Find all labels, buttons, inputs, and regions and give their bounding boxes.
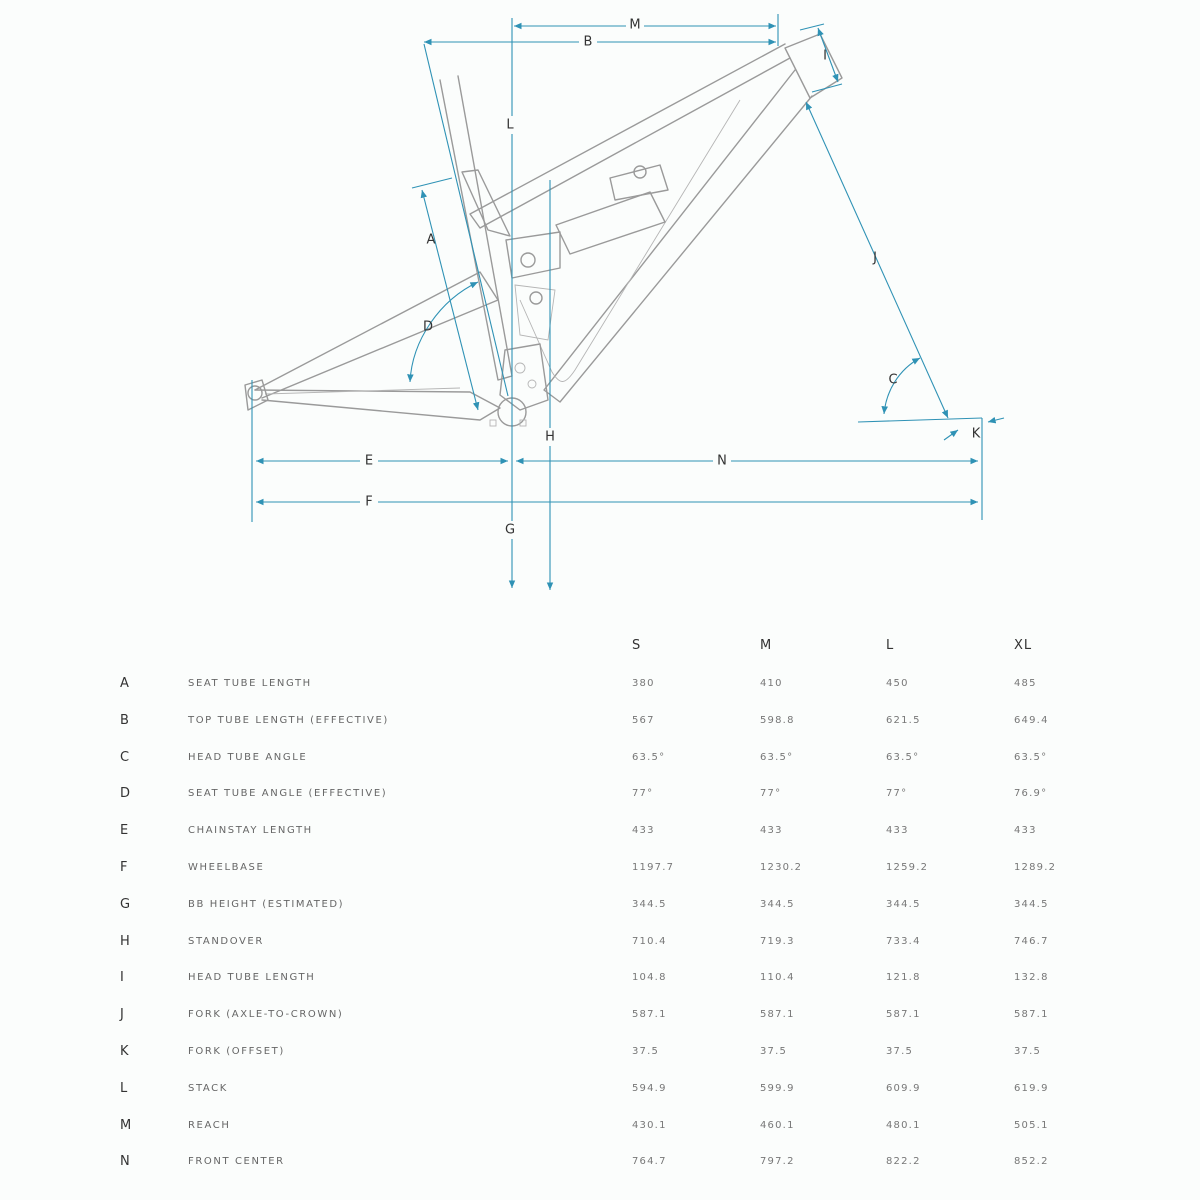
row-value-xl: 63.5° (1014, 751, 1048, 763)
dim-label-g: G (504, 522, 516, 538)
dim-label-f: F (365, 494, 373, 510)
row-value-l: 77° (886, 788, 908, 800)
row-measurement-name: STACK (188, 1082, 228, 1094)
row-letter: I (120, 970, 124, 986)
dim-label-d: D (422, 319, 434, 335)
row-value-s: 567 (632, 714, 655, 726)
row-letter: B (120, 712, 129, 728)
row-measurement-name: CHAINSTAY LENGTH (188, 825, 313, 837)
table-row (0, 934, 1200, 956)
table-row (0, 970, 1200, 992)
row-value-xl: 344.5 (1014, 898, 1049, 910)
row-letter: E (120, 823, 129, 839)
row-measurement-name: REACH (188, 1119, 231, 1131)
row-value-xl: 505.1 (1014, 1119, 1049, 1131)
row-value-xl: 746.7 (1014, 935, 1049, 947)
row-value-s: 764.7 (632, 1156, 667, 1168)
row-value-l: 1259.2 (886, 862, 929, 873)
row-value-l: 121.8 (886, 972, 921, 984)
row-value-s: 37.5 (632, 1046, 660, 1057)
row-value-s: 104.8 (632, 972, 667, 984)
row-letter: H (120, 933, 130, 949)
row-letter: C (120, 749, 130, 765)
row-value-m: 599.9 (760, 1082, 795, 1094)
row-value-m: 110.4 (760, 972, 795, 984)
table-row (0, 1118, 1200, 1140)
size-header-s: S (632, 638, 642, 653)
row-measurement-name: SEAT TUBE LENGTH (188, 678, 312, 689)
dim-label-j: J (873, 250, 877, 266)
dim-label-k: K (971, 426, 981, 442)
table-row (0, 713, 1200, 735)
row-letter: K (120, 1044, 129, 1059)
table-row (0, 750, 1200, 772)
row-value-s: 63.5° (632, 751, 666, 763)
table-row (0, 1081, 1200, 1103)
row-letter: A (120, 676, 129, 691)
size-header-xl: XL (1014, 638, 1033, 653)
row-value-l: 480.1 (886, 1119, 921, 1131)
dim-label-l: L (506, 117, 514, 133)
bike-frame-outline (245, 34, 842, 426)
row-letter: J (120, 1007, 124, 1023)
row-letter: F (120, 860, 128, 875)
size-header-m: M (760, 638, 773, 653)
row-value-l: 344.5 (886, 898, 921, 910)
dim-label-h: H (545, 429, 555, 445)
row-measurement-name: STANDOVER (188, 935, 264, 947)
size-header-l: L (886, 638, 895, 653)
row-measurement-name: WHEELBASE (188, 862, 265, 873)
row-measurement-name: TOP TUBE LENGTH (EFFECTIVE) (188, 714, 389, 726)
table-row (0, 823, 1200, 845)
row-value-m: 410 (760, 678, 783, 689)
row-value-m: 63.5° (760, 751, 794, 763)
row-value-s: 430.1 (632, 1119, 667, 1131)
row-measurement-name: BB HEIGHT (ESTIMATED) (188, 898, 345, 910)
row-value-l: 609.9 (886, 1082, 921, 1094)
row-value-m: 587.1 (760, 1009, 795, 1021)
row-letter: D (120, 786, 131, 802)
row-letter: G (120, 896, 131, 912)
row-measurement-name: SEAT TUBE ANGLE (EFFECTIVE) (188, 788, 388, 800)
row-value-m: 344.5 (760, 898, 795, 910)
row-value-m: 719.3 (760, 935, 795, 947)
table-row (0, 1044, 1200, 1066)
row-measurement-name: FRONT CENTER (188, 1156, 285, 1168)
row-value-m: 1230.2 (760, 862, 803, 873)
dim-label-b: B (583, 34, 593, 50)
row-value-l: 37.5 (886, 1046, 914, 1057)
row-value-xl: 649.4 (1014, 714, 1049, 726)
table-row (0, 897, 1200, 919)
dim-label-i: I (823, 48, 827, 64)
row-value-xl: 433 (1014, 825, 1037, 837)
row-value-xl: 852.2 (1014, 1156, 1049, 1168)
row-value-xl: 1289.2 (1014, 862, 1057, 873)
row-value-m: 433 (760, 825, 783, 837)
size-header-row (0, 638, 1200, 658)
row-value-s: 594.9 (632, 1082, 667, 1094)
row-measurement-name: FORK (OFFSET) (188, 1046, 285, 1057)
table-row (0, 676, 1200, 698)
row-value-l: 822.2 (886, 1156, 921, 1168)
table-row (0, 1154, 1200, 1176)
row-value-m: 77° (760, 788, 782, 800)
dim-label-c: C (888, 372, 898, 388)
row-value-xl: 37.5 (1014, 1046, 1042, 1057)
table-row (0, 1007, 1200, 1029)
row-value-l: 733.4 (886, 935, 921, 947)
row-value-s: 710.4 (632, 935, 667, 947)
dim-label-a: A (426, 232, 436, 248)
row-value-s: 380 (632, 678, 655, 689)
row-measurement-name: FORK (AXLE-TO-CROWN) (188, 1009, 344, 1021)
row-value-s: 77° (632, 788, 654, 800)
row-value-l: 587.1 (886, 1009, 921, 1021)
row-measurement-name: HEAD TUBE ANGLE (188, 751, 308, 763)
dim-label-e: E (364, 453, 374, 469)
table-row (0, 860, 1200, 882)
row-value-m: 37.5 (760, 1046, 788, 1057)
row-value-s: 344.5 (632, 898, 667, 910)
row-value-xl: 132.8 (1014, 972, 1049, 984)
row-value-xl: 485 (1014, 678, 1037, 689)
dim-label-n: N (717, 453, 727, 469)
row-value-l: 621.5 (886, 714, 921, 726)
row-letter: L (120, 1080, 128, 1096)
row-value-l: 450 (886, 678, 909, 689)
row-value-m: 797.2 (760, 1156, 795, 1168)
row-letter: N (120, 1154, 130, 1170)
row-value-m: 460.1 (760, 1119, 795, 1131)
row-value-l: 433 (886, 825, 909, 837)
row-value-l: 63.5° (886, 751, 920, 763)
row-value-m: 598.8 (760, 714, 795, 726)
row-value-xl: 587.1 (1014, 1009, 1049, 1021)
row-value-xl: 76.9° (1014, 788, 1048, 800)
row-value-s: 433 (632, 825, 655, 837)
table-row (0, 786, 1200, 808)
row-letter: M (120, 1117, 132, 1133)
row-measurement-name: HEAD TUBE LENGTH (188, 972, 316, 984)
row-value-s: 1197.7 (632, 862, 675, 873)
dim-label-m: M (629, 17, 641, 33)
row-value-s: 587.1 (632, 1009, 667, 1021)
row-value-xl: 619.9 (1014, 1082, 1049, 1094)
